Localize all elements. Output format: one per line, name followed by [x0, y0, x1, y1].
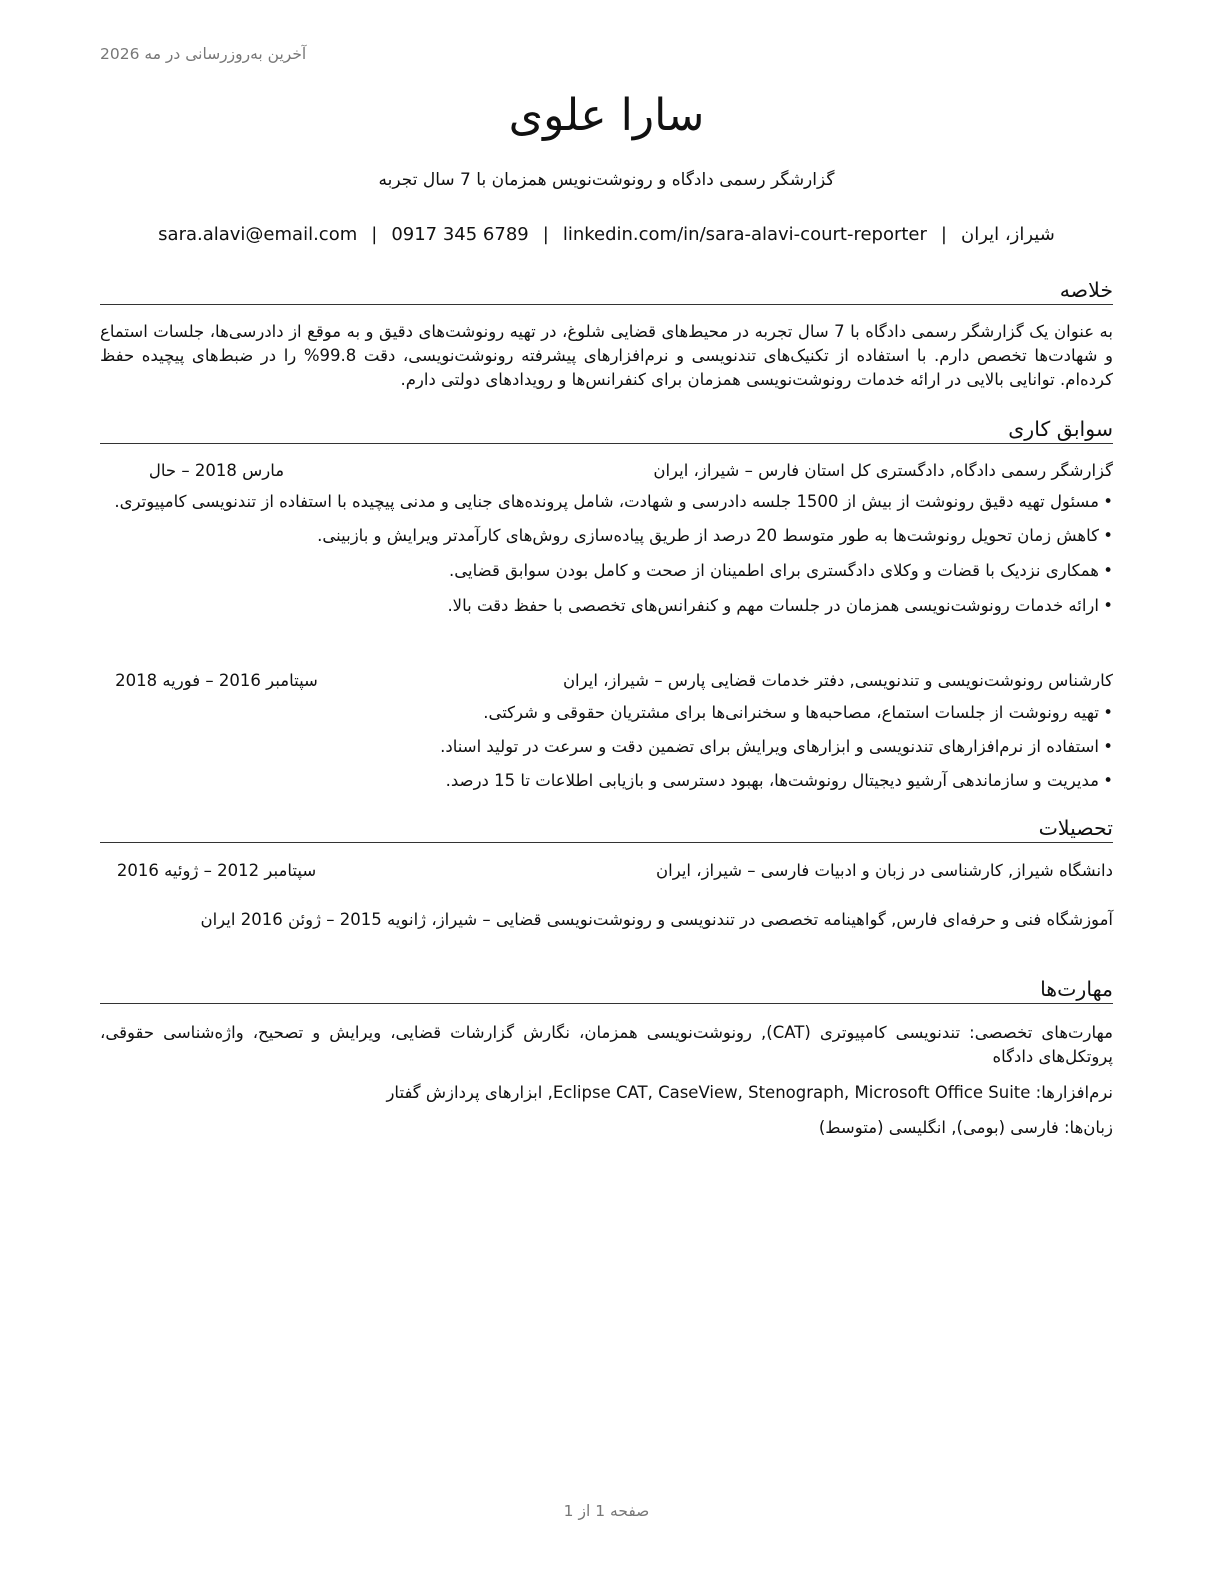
job-dates: سپتامبر 2016 – فوریه 2018: [115, 671, 318, 690]
skills-software: نرم‌افزارها: Eclipse CAT, CaseView, Stenograph, Microsoft Office Suite, ابزارهای پردازش گفتار: [386, 1083, 1113, 1102]
job-bullet: • ارائه خدمات رونوشت‌نویسی همزمان در جلسات مهم و کنفرانس‌های تخصصی با حفظ دقت بالا.: [100, 594, 1113, 618]
job-bullet: • تهیه رونوشت از جلسات استماع، مصاحبه‌ها و سخنرانی‌ها برای مشتریان حقوقی و شرکتی.: [100, 701, 1113, 725]
job-bullets: [100, 490, 1113, 618]
job-bullet: • مدیریت و سازماندهی آرشیو دیجیتال رونوشت‌ها، بهبود دسترسی و بازیابی اطلاعات تا 15 درصد.: [100, 769, 1113, 793]
contact-separator: |: [940, 224, 947, 245]
education-dates: سپتامبر 2012 – ژوئیه 2016: [116, 861, 317, 880]
contact-linkedin[interactable]: linkedin.com/in/sara-alavi-court-reporter: [562, 224, 927, 245]
contact-separator: |: [542, 224, 549, 245]
job-dates: مارس 2018 – حال: [148, 461, 285, 480]
summary-text: به عنوان یک گزارشگر رسمی دادگاه با 7 سال تجربه در محیط‌های قضایی شلوغ، در تهیه رونوشت‌های دقیق و به موقع از دادرسی‌ها، جلسات استماع و شهادت‌ها تخصص دارم. با استفاده از تکنیک‌های تندنویسی و نرم‌افزارهای پیشرفته رونوشت‌نویسی، دقت 99.8% را در ضبط‌های پیچیده حفظ کرده‌ام. توانایی بالایی در ارائه خدمات رونوشت‌نویسی همزمان برای کنفرانس‌ها و رویدادهای دولتی دارم.: [100, 322, 1113, 389]
education-degree: دانشگاه شیراز, کارشناسی در زبان و ادبیات فارسی – شیراز، ایران: [656, 861, 1113, 880]
experience-heading: سوابق کاری: [100, 416, 1113, 444]
skills-specialized: مهارت‌های تخصصی: تندنویسی کامپیوتری (CAT), رونوشت‌نویسی همزمان، نگارش گزارشات قضایی، ویرایش و تصحیح، واژه‌شناسی حقوقی، پروتکل‌های دادگاه: [100, 1023, 1113, 1066]
last-updated: آخرین به‌روزرسانی در مه 2026: [100, 45, 307, 63]
education-heading: تحصیلات: [100, 815, 1113, 843]
headline: گزارشگر رسمی دادگاه و رونوشت‌نویس همزمان با 7 سال تجربه: [378, 170, 835, 190]
contact-phone[interactable]: 0917 345 6789: [391, 224, 529, 245]
job-header: [100, 459, 1113, 483]
education-item: [100, 859, 1113, 883]
contact-separator: |: [371, 224, 378, 245]
contact-line: [100, 224, 1113, 245]
candidate-name: سارا علوی: [508, 90, 705, 141]
job-bullets: [100, 701, 1113, 793]
resume-page: [100, 0, 1113, 1584]
job-bullet: • استفاده از نرم‌افزارهای تندنویسی و ابزارهای ویرایش برای تضمین دقت و سرعت در تولید اسناد.: [100, 735, 1113, 759]
contact-location: شیراز، ایران: [960, 224, 1055, 245]
job-header: [100, 669, 1113, 693]
skills-heading: مهارت‌ها: [100, 976, 1113, 1004]
job-title-employer: کارشناس رونوشت‌نویسی و تندنویسی, دفتر خدمات قضایی پارس – شیراز، ایران: [562, 671, 1113, 690]
skills-languages: زبان‌ها: فارسی (بومی), انگلیسی (متوسط): [818, 1118, 1113, 1137]
page-footer: صفحه 1 از 1: [563, 1502, 650, 1520]
job-bullet: • مسئول تهیه دقیق رونوشت از بیش از 1500 جلسه دادرسی و شهادت، شامل پرونده‌های جنایی و مدنی پیچیده با استفاده از تندنویسی کامپیوتری.: [100, 490, 1113, 514]
job-title-employer: گزارشگر رسمی دادگاه, دادگستری کل استان فارس – شیراز، ایران: [653, 461, 1113, 480]
education-item: آموزشگاه فنی و حرفه‌ای فارس, گواهینامه تخصصی در تندنویسی و رونوشت‌نویسی قضایی – شیراز، ژانویه 2015 – ژوئن 2016 ایران: [200, 910, 1113, 929]
job-bullet: • کاهش زمان تحویل رونوشت‌ها به طور متوسط 20 درصد از طریق پیاده‌سازی روش‌های کارآمدتر ویرایش و بازبینی.: [100, 524, 1113, 548]
job-bullet: • همکاری نزدیک با قضات و وکلای دادگستری برای اطمینان از صحت و کامل بودن سوابق قضایی.: [100, 559, 1113, 583]
contact-email[interactable]: sara.alavi@email.com: [158, 224, 358, 245]
summary-heading: خلاصه: [100, 277, 1113, 305]
